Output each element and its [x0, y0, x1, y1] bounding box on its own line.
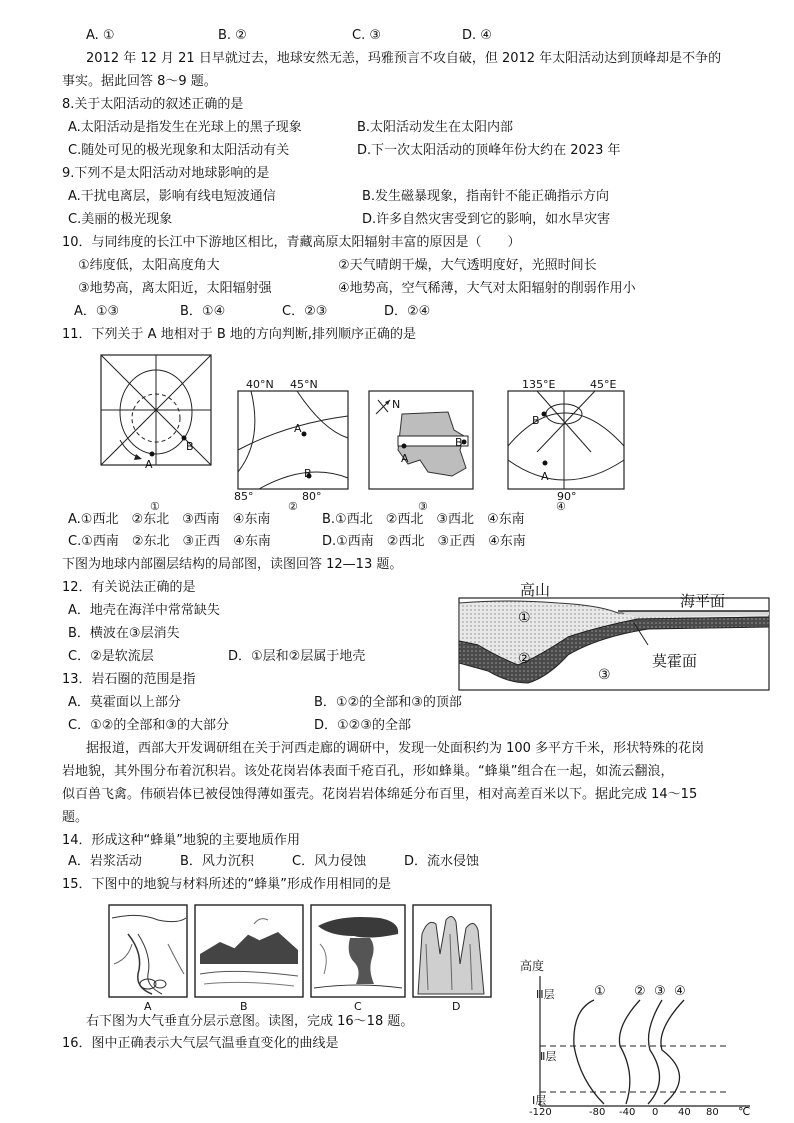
- q14-option-d: D．流水侵蚀: [404, 854, 480, 869]
- q13-option-a: A．莫霍面以上部分: [68, 695, 181, 710]
- landform-label-c: C: [354, 1000, 362, 1013]
- atm-x-tick-3: -40: [619, 1107, 636, 1118]
- atm-layer-2: Ⅱ层: [540, 1050, 557, 1063]
- q14-stem: 14．形成这种“蜂巢”地貌的主要地质作用: [62, 833, 301, 848]
- fig4-caption: ④: [556, 500, 566, 513]
- intro-8-9-line1: 2012 年 12 月 21 日早就过去，地球安然无恙，玛雅预言不攻自破，但 2012 年太阳活动达到顶峰却是不争的: [86, 51, 722, 66]
- intro-14-15-line4: 题。: [62, 810, 89, 825]
- q8-option-a: A.太阳活动是指发生在光球上的黑子现象: [68, 120, 302, 135]
- landform-label-a: A: [144, 1000, 152, 1013]
- atm-y-title: 高度: [520, 959, 545, 973]
- q10-option-a: A．①③: [74, 304, 120, 319]
- q13-option-c: C．①②的全部和③的大部分: [68, 718, 230, 733]
- q14-option-a: A．岩浆活动: [68, 854, 142, 869]
- q8-stem: 8.关于太阳活动的叙述正确的是: [62, 97, 244, 112]
- top-option-d: D. ④: [462, 28, 492, 43]
- q13-option-d: D．①②③的全部: [314, 718, 411, 733]
- q9-option-a: A.干扰电离层，影响有线电短波通信: [68, 189, 276, 204]
- landform-image-c: [310, 904, 406, 998]
- atm-x-tick-2: -80: [589, 1107, 606, 1118]
- q15-stem: 15．下图中的地貌与材料所述的“蜂巢”形成作用相同的是: [62, 877, 392, 892]
- q8-option-d: D.下一次太阳活动的顶峰年份大约在 2023 年: [357, 143, 621, 158]
- fig2-point-b: B: [304, 467, 312, 480]
- atm-x-tick-1: -120: [529, 1107, 552, 1118]
- q9-option-d: D.许多自然灾害受到它的影响，如水旱灾害: [362, 212, 611, 227]
- q12-option-a: A．地壳在海洋中常常缺失: [68, 603, 220, 618]
- atm-x-tick-5: 40: [678, 1107, 691, 1118]
- atm-curve-label-1: ①: [594, 984, 606, 999]
- q12-option-c: C．②是软流层: [68, 649, 154, 664]
- fig4-point-a: A: [541, 470, 549, 483]
- top-option-c: C. ③: [352, 28, 381, 43]
- q10-statement-3: ③地势高，离太阳近，太阳辐射强: [78, 281, 272, 296]
- direction-figure-4: [507, 390, 625, 490]
- q12-option-d: D．①层和②层属于地壳: [228, 649, 366, 664]
- q11-option-c: C.①西南 ②东北 ③正西 ④东南: [68, 534, 271, 549]
- atm-x-tick-6: 80: [706, 1107, 719, 1118]
- q12-option-b: B．横波在③层消失: [68, 626, 180, 641]
- fig3-point-b: B: [455, 436, 463, 449]
- layer-label-3: ③: [598, 667, 611, 683]
- atm-curve-label-2: ②: [634, 984, 646, 999]
- layer-label-moho: 莫霍面: [652, 652, 698, 670]
- landform-image-d: [412, 904, 492, 998]
- direction-figure-1: [100, 354, 212, 466]
- q13-stem: 13．岩石圈的范围是指: [62, 672, 196, 687]
- q16-stem: 16．图中正确表示大气层气温垂直变化的曲线是: [62, 1036, 339, 1051]
- atm-curve-label-4: ④: [674, 984, 686, 999]
- fig4-lon-135e: 135°E: [522, 378, 556, 391]
- q10-option-c: C．②③: [282, 304, 328, 319]
- fig1-point-a: A: [145, 458, 153, 471]
- curve-2: [619, 1000, 640, 1104]
- q8-option-b: B.太阳活动发生在太阳内部: [357, 120, 514, 135]
- q11-option-d: D.①西南 ②西北 ③正西 ④东南: [322, 534, 526, 549]
- intro-14-15-line1: 据报道，西部大开发调研组在关于河西走廊的调研中，发现一处面积约为 100 多平方千米，形状特殊的花岗: [86, 741, 705, 756]
- fig1-caption: ①: [150, 500, 160, 513]
- curve-1: [574, 1000, 604, 1104]
- q11-option-b: B.①西北 ②西北 ③西北 ④东南: [322, 512, 525, 527]
- top-option-b: B. ②: [218, 28, 247, 43]
- q11-stem: 11．下列关于 A 地相对于 B 地的方向判断,排列顺序正确的是: [62, 327, 417, 342]
- q10-statement-1: ①纬度低，太阳高度角大: [78, 258, 220, 273]
- top-option-a: A. ①: [86, 28, 115, 43]
- landform-image-a: [108, 904, 188, 998]
- atm-layer-1: Ⅰ层: [532, 1094, 547, 1107]
- landform-image-b: [194, 904, 304, 998]
- q12-stem: 12．有关说法正确的是: [62, 580, 196, 595]
- layer-label-sea-level: 海平面: [680, 592, 726, 610]
- fig2-caption: ②: [288, 500, 298, 513]
- q10-stem: 10．与同纬度的长江中下游地区相比，青藏高原太阳辐射丰富的原因是（ ）: [62, 235, 521, 250]
- q14-option-c: C．风力侵蚀: [292, 854, 367, 869]
- fig2-lon-80: 80°: [302, 490, 322, 503]
- fig3-caption: ③: [418, 500, 428, 513]
- curve-4: [661, 1000, 684, 1104]
- direction-figure-2: [237, 390, 349, 490]
- layer-label-1: ①: [518, 610, 531, 626]
- fig2-lon-85: 85°: [234, 490, 254, 503]
- q10-option-d: D．②④: [384, 304, 431, 319]
- fig1-point-b: B: [186, 440, 194, 453]
- intro-14-15-line2: 岩地貌，其外围分布着沉积岩。该处花岗岩体表面千疮百孔，形如蜂巢。“蜂巢”组合在一起，如流云翻浪，: [62, 764, 674, 779]
- fig2-lat-40: 40°N: [246, 378, 274, 391]
- q11-option-a: A.①西北 ②东北 ③西南 ④东南: [68, 512, 271, 527]
- fig4-lon-90: 90°: [557, 490, 577, 503]
- atm-curve-label-3: ③: [654, 984, 666, 999]
- q9-option-b: B.发生磁暴现象，指南针不能正确指示方向: [362, 189, 610, 204]
- q9-stem: 9.下列不是太阳活动对地球影响的是: [62, 166, 270, 181]
- atm-x-tick-4: 0: [652, 1107, 659, 1118]
- landform-label-d: D: [452, 1000, 461, 1013]
- layer-label-2: ②: [518, 651, 531, 667]
- layer-label-mountain: 高山: [520, 581, 551, 599]
- curve-3: [648, 1000, 662, 1104]
- earth-layer-figure: [458, 597, 770, 691]
- intro-8-9-line2: 事实。据此回答 8～9 题。: [62, 74, 217, 89]
- fig2-lat-45: 45°N: [290, 378, 318, 391]
- fig4-lon-45e: 45°E: [590, 378, 617, 391]
- q9-option-c: C.美丽的极光现象: [68, 212, 173, 227]
- fig3-north-label: N: [392, 398, 401, 411]
- q10-option-b: B．①④: [180, 304, 226, 319]
- q13-option-b: B．①②的全部和③的顶部: [314, 695, 462, 710]
- fig4-point-b: B: [532, 414, 540, 427]
- intro-14-15-line3: 似百兽飞禽。伟硕岩体已被侵蚀得薄如蛋壳。花岗岩岩体绵延分布百里，相对高差百米以下。据此完成 14～15: [62, 787, 698, 802]
- fig2-point-a: A: [294, 422, 302, 435]
- atm-x-unit: ℃: [738, 1105, 751, 1118]
- intro-12-13: 下图为地球内部圈层结构的局部图，读图回答 12—13 题。: [62, 557, 403, 572]
- intro-16-18: 右下图为大气垂直分层示意图。读图，完成 16～18 题。: [86, 1014, 414, 1029]
- atm-layer-3: Ⅲ层: [536, 988, 555, 1001]
- q8-option-c: C.随处可见的极光现象和太阳活动有关: [68, 143, 290, 158]
- q10-statement-2: ②天气晴朗干燥，大气透明度好，光照时间长: [338, 258, 597, 273]
- landform-label-b: B: [240, 1000, 248, 1013]
- q10-statement-4: ④地势高，空气稀薄，大气对太阳辐射的削弱作用小: [338, 281, 636, 296]
- q14-option-b: B．风力沉积: [180, 854, 254, 869]
- fig3-point-a: A: [401, 452, 409, 465]
